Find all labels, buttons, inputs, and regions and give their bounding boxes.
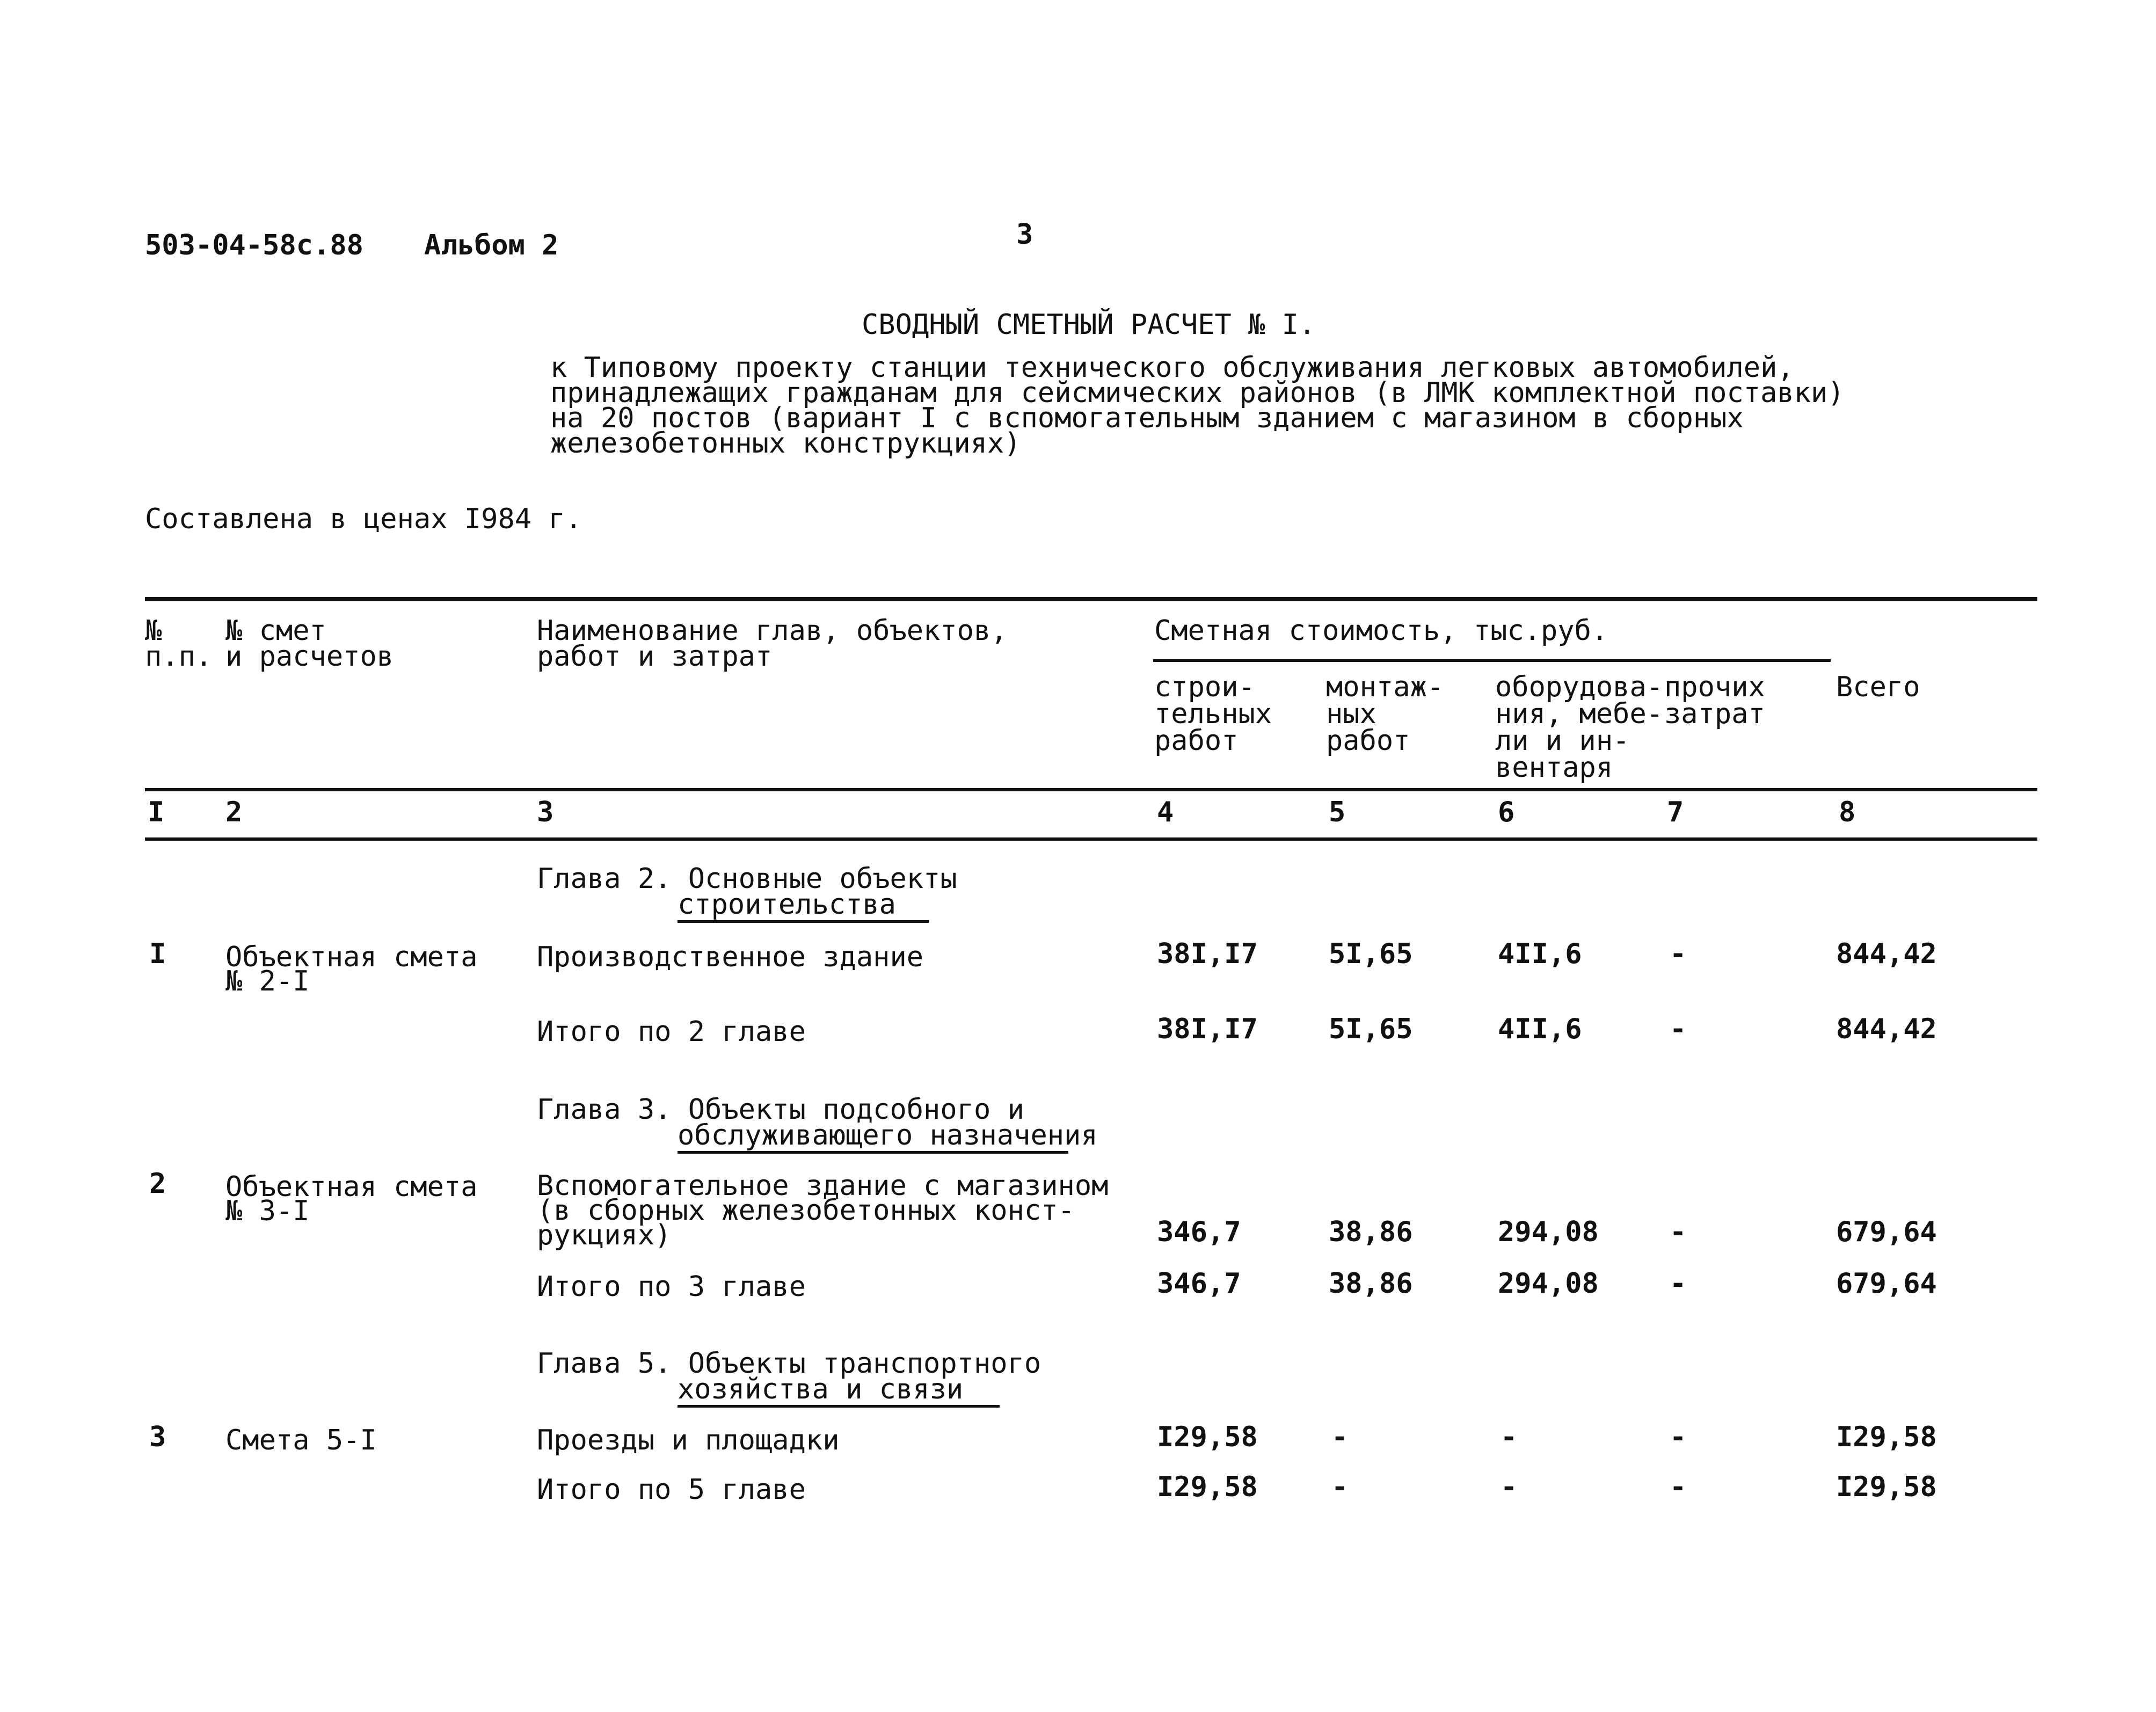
subtotal-3-installation: 38,86 <box>1329 1267 1413 1300</box>
subtotal-5-other: - <box>1670 1471 1687 1503</box>
row-3-num: 3 <box>149 1421 166 1453</box>
header-construction: строи- тельных работ <box>1154 671 1272 757</box>
subtotal-5-equipment: - <box>1501 1471 1518 1503</box>
header-name-line1: Наименование глав, объектов, <box>537 615 1008 647</box>
table-top-rule <box>145 597 2037 601</box>
chapter-5-title-line2: хозяйства и связи <box>678 1376 1000 1408</box>
header-total: Всего <box>1836 671 1920 703</box>
subtitle-line-3: на 20 постов (вариант I с вспомогательным зданием с магазином в сборных <box>550 402 1744 434</box>
header-other: прочих затрат <box>1664 671 1765 730</box>
row-3-total: I29,58 <box>1836 1421 1937 1453</box>
subtotal-2-name: Итого по 2 главе <box>537 1016 806 1048</box>
row-2-estimate-line1: Объектная смета <box>225 1171 478 1203</box>
chapter-2-title-line2: строительства <box>678 891 929 923</box>
header-name-line2: работ и затрат <box>537 640 773 673</box>
row-3-construction: I29,58 <box>1157 1421 1258 1453</box>
chapter-2-title-line1: Глава 2. Основные объекты <box>537 863 957 895</box>
row-2-total: 679,64 <box>1836 1216 1937 1248</box>
row-2-construction: 346,7 <box>1157 1216 1241 1248</box>
header-estimate-line1: № смет <box>225 615 326 647</box>
subtotal-5-total: I29,58 <box>1836 1471 1937 1503</box>
header-estimate-line2: и расчетов <box>225 640 394 673</box>
header-equipment: оборудова- ния, мебе- ли и ин- вентаря <box>1495 671 1664 784</box>
group-header-rule <box>1153 659 1831 662</box>
header-bottom-rule <box>145 788 2037 791</box>
subtotal-5-installation: - <box>1331 1471 1349 1503</box>
row-2-name: Вспомогательное здание с магазином (в сборных железобетонных конст- рукциях) <box>537 1170 1109 1251</box>
row-3-estimate: Смета 5-I <box>225 1424 377 1456</box>
document-code: 503-04-58с.88 <box>145 229 363 261</box>
row-1-equipment: 4II,6 <box>1498 938 1582 970</box>
subtitle-line-1: к Типовому проекту станции технического обслуживания легковых автомобилей, <box>550 352 1794 384</box>
column-number-7: 7 <box>1667 796 1684 828</box>
row-1-other: - <box>1670 938 1687 970</box>
column-number-6: 6 <box>1498 796 1515 828</box>
subtotal-3-construction: 346,7 <box>1157 1267 1241 1300</box>
column-number-5: 5 <box>1329 796 1346 828</box>
subtotal-3-other: - <box>1670 1267 1687 1300</box>
subtitle-line-2: принадлежащих гражданам для сейсмических районов (в ЛМК комплектной поставки) <box>550 377 1845 409</box>
row-2-other: - <box>1670 1216 1687 1248</box>
row-1-estimate-line1: Объектная смета <box>225 941 478 973</box>
row-1-estimate-line2: № 2-I <box>225 965 310 997</box>
subtotal-3-equipment: 294,08 <box>1498 1267 1599 1300</box>
subtotal-3-total: 679,64 <box>1836 1267 1937 1300</box>
page-number: 3 <box>1016 218 1033 251</box>
column-number-8: 8 <box>1839 796 1856 828</box>
header-cost-group: Сметная стоимость, тыс.руб. <box>1154 615 1608 647</box>
prices-note: Составлена в ценах I984 г. <box>145 503 582 535</box>
subtotal-2-other: - <box>1670 1013 1687 1045</box>
column-number-4: 4 <box>1157 796 1174 828</box>
chapter-5-title-line1: Глава 5. Объекты транспортного <box>537 1347 1041 1380</box>
column-number-3: 3 <box>537 796 554 828</box>
subtotal-2-equipment: 4II,6 <box>1498 1013 1582 1045</box>
header-num-line2: п.п. <box>145 640 213 673</box>
row-2-num: 2 <box>149 1168 166 1200</box>
row-2-equipment: 294,08 <box>1498 1216 1599 1248</box>
column-number-1: I <box>148 796 165 828</box>
row-3-other: - <box>1670 1421 1687 1453</box>
row-3-installation: - <box>1331 1421 1349 1453</box>
row-3-equipment: - <box>1501 1421 1518 1453</box>
subtotal-2-installation: 5I,65 <box>1329 1013 1413 1045</box>
row-2-estimate-line2: № 3-I <box>225 1195 310 1227</box>
row-1-total: 844,42 <box>1836 938 1937 970</box>
album-label: Альбом 2 <box>424 229 559 261</box>
row-1-num: I <box>149 938 166 970</box>
column-numbers-rule <box>145 837 2037 841</box>
subtotal-2-construction: 38I,I7 <box>1157 1013 1258 1045</box>
row-1-name: Производственное здание <box>537 941 924 973</box>
row-3-name: Проезды и площадки <box>537 1424 840 1456</box>
row-2-installation: 38,86 <box>1329 1216 1413 1248</box>
subtotal-5-construction: I29,58 <box>1157 1471 1258 1503</box>
document-title: СВОДНЫЙ СМЕТНЫЙ РАСЧЕТ № I. <box>862 309 1316 341</box>
subtotal-5-name: Итого по 5 главе <box>537 1474 806 1506</box>
subtitle-line-4: железобетонных конструкциях) <box>550 427 1021 460</box>
column-number-2: 2 <box>225 796 243 828</box>
header-installation: монтаж- ных работ <box>1326 671 1444 757</box>
subtotal-2-total: 844,42 <box>1836 1013 1937 1045</box>
row-1-installation: 5I,65 <box>1329 938 1413 970</box>
row-1-construction: 38I,I7 <box>1157 938 1258 970</box>
chapter-3-title-line1: Глава 3. Объекты подсобного и <box>537 1094 1024 1126</box>
chapter-3-title-line2: обслуживающего назначения <box>678 1122 1068 1154</box>
header-num-line1: № <box>145 615 162 647</box>
subtotal-3-name: Итого по 3 главе <box>537 1271 806 1303</box>
